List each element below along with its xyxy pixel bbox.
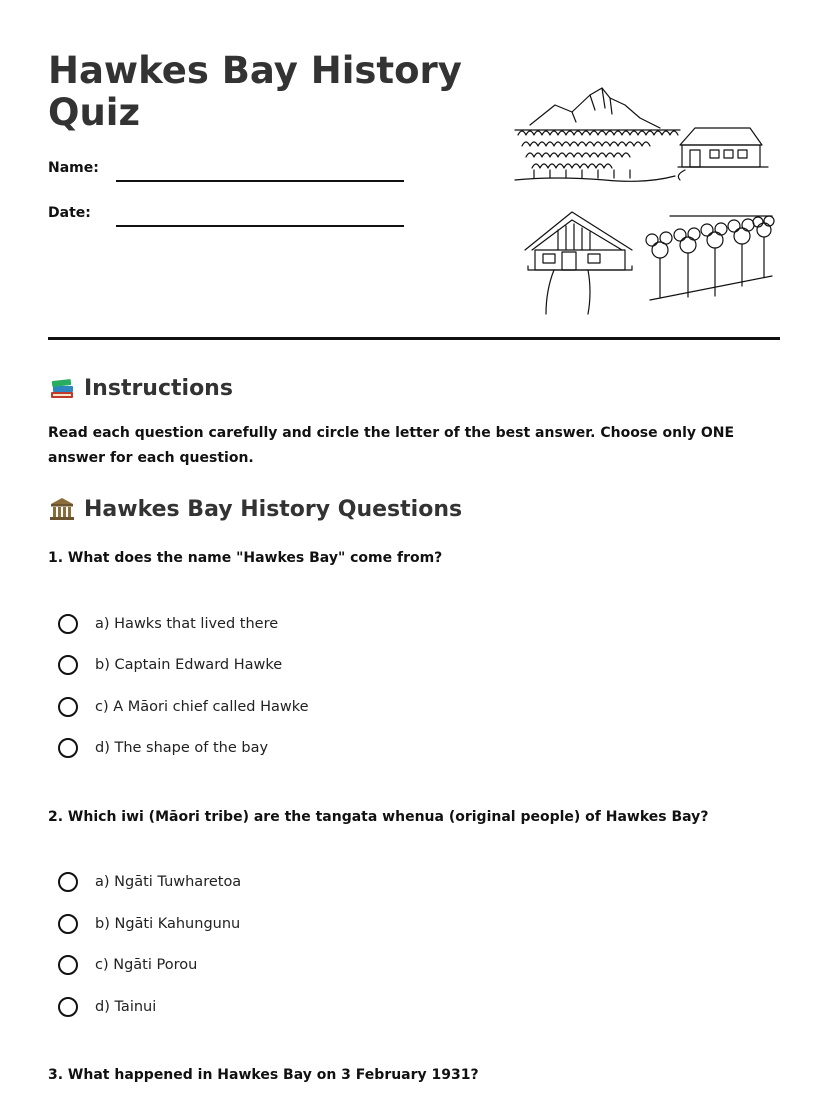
name-field[interactable] (116, 180, 404, 182)
option-label: c) A Māori chief called Hawke (95, 699, 309, 715)
hawkes-bay-landscape-illustration (510, 80, 780, 320)
question-1-option-a[interactable] (58, 614, 278, 634)
option-label: d) Tainui (95, 999, 157, 1015)
question-1-option-c[interactable] (58, 697, 309, 717)
books-icon (48, 374, 76, 402)
header-divider (48, 337, 780, 340)
question-2-option-d[interactable] (58, 997, 156, 1017)
questions-heading (48, 495, 462, 523)
mountain-outline (530, 88, 660, 128)
question-2-option-a[interactable] (58, 872, 241, 892)
option-label: c) Ngāti Porou (95, 957, 198, 973)
classical-building-icon (48, 495, 76, 523)
question-2-option-c[interactable] (58, 955, 197, 975)
instructions-heading (48, 374, 233, 402)
instructions-heading-text: Instructions (84, 375, 233, 401)
page-title: Hawkes Bay History Quiz (48, 49, 462, 134)
date-field[interactable] (116, 225, 404, 227)
option-label: a) Ngāti Tuwharetoa (95, 874, 242, 890)
radio-circle[interactable] (58, 738, 78, 758)
instructions-text: Read each question carefully and circle the letter of the best answer. Choose only ONE answer for each question. (48, 425, 735, 466)
option-label: a) Hawks that lived there (95, 616, 279, 632)
radio-circle[interactable] (58, 697, 78, 717)
radio-circle[interactable] (58, 914, 78, 934)
question-2: 2. Which iwi (Māori tribe) are the tangata whenua (original people) of Hawkes Bay? (48, 809, 709, 825)
radio-circle[interactable] (58, 655, 78, 675)
orchard-trees (646, 216, 774, 300)
option-label: b) Ngāti Kahungunu (95, 916, 241, 932)
question-1-option-d[interactable] (58, 738, 268, 758)
question-3: 3. What happened in Hawkes Bay on 3 February 1931? (48, 1067, 479, 1083)
radio-circle[interactable] (58, 872, 78, 892)
name-label: Name: (48, 160, 99, 176)
option-label: b) Captain Edward Hawke (95, 657, 283, 673)
questions-heading-text: Hawkes Bay History Questions (84, 496, 463, 522)
radio-circle[interactable] (58, 997, 78, 1017)
barn-building (678, 128, 768, 180)
option-label: d) The shape of the bay (95, 740, 269, 756)
wooden-house (525, 212, 632, 314)
radio-circle[interactable] (58, 955, 78, 975)
question-2-option-b[interactable] (58, 914, 240, 934)
date-label: Date: (48, 205, 91, 221)
forest-trees (515, 130, 680, 181)
question-1: 1. What does the name "Hawkes Bay" come from? (48, 550, 443, 566)
radio-circle[interactable] (58, 614, 78, 634)
question-1-option-b[interactable] (58, 655, 282, 675)
